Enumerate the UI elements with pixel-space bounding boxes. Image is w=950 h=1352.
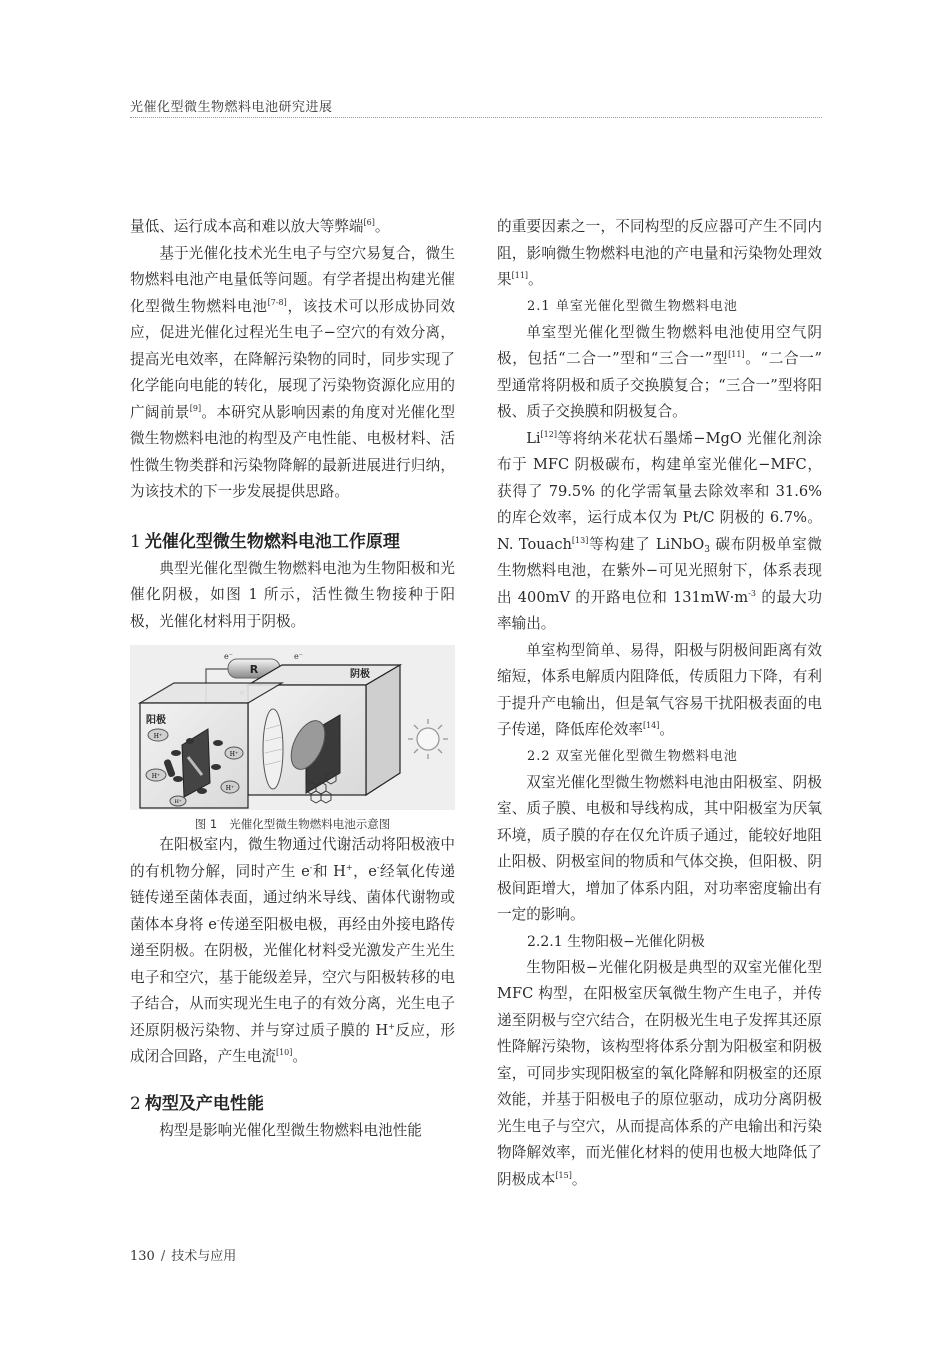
- paragraph: 生物阳极−光催化阴极是典型的双室光催化型 MFC 构型，在阳极室厌氧微生物产生电子，并传递至阴极与空穴结合，在阴极光生电子发挥其还原性降解污染物，该构型将体系分割为阳极室和阴极室，可同步实现阳极室的氧化降解和阴极室的还原效能，并基于阳极电子的原位驱动，成功分离阴极光生电子与空穴，从而提高体系的产电输出和污染物降解效率，而光催化材料的使用也极大地降低了阴极成本[15]。: [497, 958, 822, 1188]
- paragraph: 基于光催化技术光生电子与空穴易复合，微生物燃料电池产电量低等问题。有学者提出构建光催化型微生物燃料电池[7-8]，该技术可以形成协同效应，促进光催化过程光生电子−空穴的有效分离，提高光电效率，在降解污染物的同时，同步实现了化学能向电能的转化，展现了污染物资源化应用的广阔前景[9]。本研究从影响因素的角度对光催化型微生物燃料电池的构型及产电性能、电极材料、活性微生物类群和污染物降解的最新进展进行归纳，为该技术的下一步发展提供思路。: [130, 244, 455, 500]
- paragraph: 双室光催化型微生物燃料电池由阳极室、阴极室、质子膜、电极和导线构成，其中阳极室为厌氧环境，质子膜的存在仅允许质子通过，能较好地阻止阳极、阴极室间的物质和气体交换，但阳极、阴极间距增大，增加了体系内阻，对功率密度输出有一定的影响。: [497, 773, 822, 923]
- electron-label: e⁻: [294, 652, 303, 661]
- right-column: [497, 214, 822, 1193]
- citation: [6]: [363, 218, 375, 227]
- svg-text:R: R: [249, 663, 259, 676]
- paragraph: 典型光催化型微生物燃料电池为生物阳极和光催化阴极，如图 1 所示，活性微生物接种于阳极，光催化材料用于阴极。: [130, 559, 455, 630]
- figure-1: [130, 645, 455, 832]
- proton-membrane: [263, 709, 283, 789]
- journal-section: 技术与应用: [171, 1249, 237, 1264]
- citation: [10]: [275, 1048, 293, 1057]
- section-heading-1: 1 光催化型微生物燃料电池工作原理: [130, 531, 400, 552]
- header-divider: [130, 117, 822, 118]
- mfc-schematic-illustration: [130, 645, 455, 810]
- proton-bubble: [221, 781, 239, 793]
- page-footer: 130 / 技术与应用: [130, 1249, 237, 1264]
- proton-bubble: [170, 796, 186, 806]
- svg-text:H⁺: H⁺: [151, 773, 161, 780]
- proton-bubble: [225, 747, 243, 759]
- paragraph: Li[12]等将纳米花状石墨烯−MgO 光催化剂涂布于 MFC 阴极碳布，构建单室光催化−MFC，获得了 79.5% 的化学需氧量去除效率和 31.6% 的库仑效率，运行成本仅为 Pt/C 阴极的 6.7%。N. Touach[13]等构建了 LiNbO$_3$ 碳布阴极单室微生物燃料电池，在紫外−可见光照射下，体系表现出 400mV 的开路电位和 $131mW\cdot m^{-3}$ 的最大功率输出。: [497, 429, 822, 632]
- page-number: 130: [130, 1249, 155, 1264]
- subsection-heading-2-2: 2.2 双室光催化型微生物燃料电池: [527, 748, 738, 764]
- svg-text:H⁺: H⁺: [225, 785, 235, 792]
- paragraph: 构型是影响光催化型微生物燃料电池性能: [159, 1121, 422, 1139]
- citation: [11]: [728, 350, 745, 359]
- citation: [13]: [571, 535, 589, 545]
- paragraph: 单室型光催化型微生物燃料电池使用空气阴极，包括“二合一”型和“三合一”型[11]。“二合一” 型通常将阴极和质子交换膜复合；“三合一”型将阳极、质子交换膜和阴极复合。: [497, 323, 822, 420]
- electron-label: e⁻: [224, 652, 233, 661]
- svg-text:H⁺: H⁺: [153, 733, 163, 740]
- svg-text:阴极: 阴极: [350, 669, 370, 680]
- svg-text:H⁺: H⁺: [229, 751, 239, 758]
- subsection-heading-2-2-1: 2.2.1 生物阳极−光催化阴极: [527, 933, 705, 950]
- citation: [11]: [511, 271, 529, 280]
- running-header: 光催化型微生物燃料电池研究进展: [130, 100, 333, 115]
- proton-bubble: [146, 769, 166, 781]
- citation: [12]: [540, 429, 557, 439]
- svg-text:H⁺: H⁺: [174, 799, 182, 805]
- paragraph: 单室构型简单、易得，阳极与阴极间距离有效缩短，体系电解质内阻降低，传质阻力下降，有利于提升产电输出，但是氧气容易干扰阳极表面的电子传递，降低库伦效率[14]。: [497, 641, 822, 738]
- paragraph: 量低、运行成本高和难以放大等弊端[6]。: [130, 218, 390, 235]
- citation: [15]: [555, 1170, 572, 1180]
- subsection-heading-2-1: 2.1 单室光催化型微生物燃料电池: [527, 298, 738, 314]
- paragraph: 的重要因素之一，不同构型的反应器可产生不同内阻，影响微生物燃料电池的产电量和污染物处理效果[11]。: [497, 218, 822, 288]
- citation: [14]: [642, 721, 660, 730]
- paragraph: 在阳极室内，微生物通过代谢活动将阳极液中的有机物分解，同时产生 e-和 H+，e-经氧化传递链传递至菌体表面，通过纳米导线、菌体代谢物或菌体本身将 e-传递至阳极电极，再经由外接电路传递至阴极。在阴极，光催化材料受光激发产生光生电子和空穴，基于能级差异，空穴与阳极转移的电子结合，从而实现光生电子的有效分离，光生电子还原阴极污染物、并与穿过质子膜的 H+反应，形成闭合回路，产生电流[10]。: [130, 836, 455, 1065]
- svg-text:阳极: 阳极: [146, 715, 166, 726]
- citation: [9]: [189, 403, 202, 413]
- figure-caption: 图 1 光催化型微生物燃料电池示意图: [194, 817, 391, 831]
- citation: [7-8]: [267, 297, 287, 307]
- left-column: [130, 214, 455, 1144]
- section-heading-2: 2 构型及产电性能: [130, 1093, 264, 1114]
- proton-bubble: [148, 729, 168, 741]
